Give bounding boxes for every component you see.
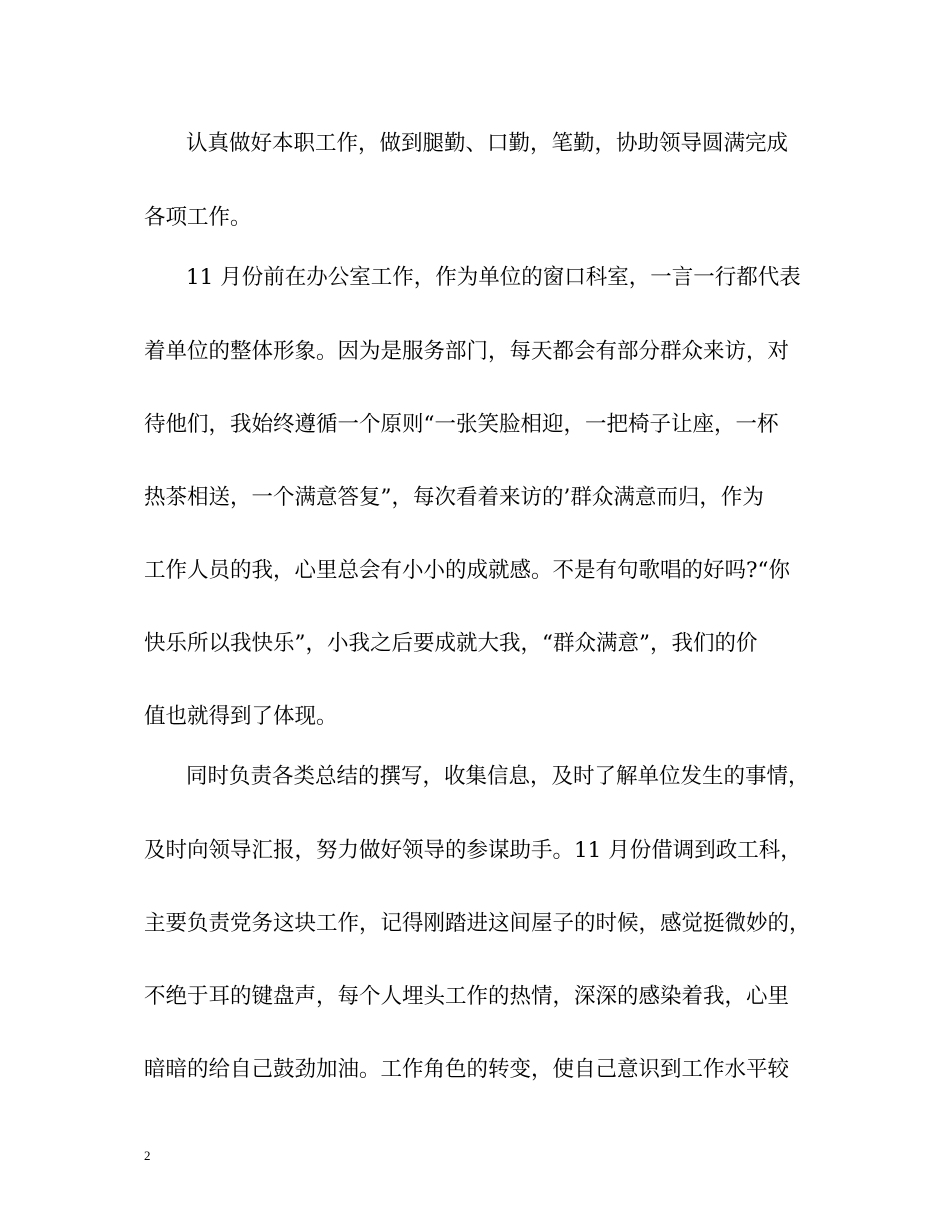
text-line: 暗暗的给自己鼓劲加油。工作角色的转变，使自己意识到工作水平较 — [144, 1057, 790, 1082]
page-number: 2 — [144, 1148, 151, 1163]
text-line: 及时向领导汇报，努力做好领导的参谋助手。11 月份借调到政工科， — [144, 838, 802, 863]
text-line: 11 月份前在办公室工作，作为单位的窗口科室，一言一行都代表 — [186, 265, 801, 290]
text-line: 热茶相送，一个满意答复”，每次看着来访的’群众满意而归，作为 — [144, 485, 764, 510]
text-line: 快乐所以我快乐”，小我之后要成就大我，“群众满意”，我们的价 — [144, 631, 758, 656]
text-line: 主要负责党务这块工作，记得刚踏进这间屋子的时候，感觉挺微妙的， — [144, 911, 811, 936]
text-line: 待他们，我始终遵循一个原则“一张笑脸相迎，一把椅子让座，一杯 — [144, 412, 779, 437]
text-line: 工作人员的我，心里总会有小小的成就感。不是有句歌唱的好吗?“你 — [144, 558, 791, 583]
text-line: 着单位的整体形象。因为是服务部门，每天都会有部分群众来访，对 — [144, 339, 790, 364]
text-line: 各项工作。 — [144, 205, 252, 230]
text-line: 不绝于耳的键盘声，每个人埋头工作的热情，深深的感染着我，心里 — [144, 984, 790, 1009]
text-line: 认真做好本职工作，做到腿勤、口勤，笔勤，协助领导圆满完成 — [186, 131, 789, 156]
text-line: 同时负责各类总结的撰写，收集信息，及时了解单位发生的事情， — [186, 764, 810, 789]
text-line: 值也就得到了体现。 — [144, 704, 338, 729]
